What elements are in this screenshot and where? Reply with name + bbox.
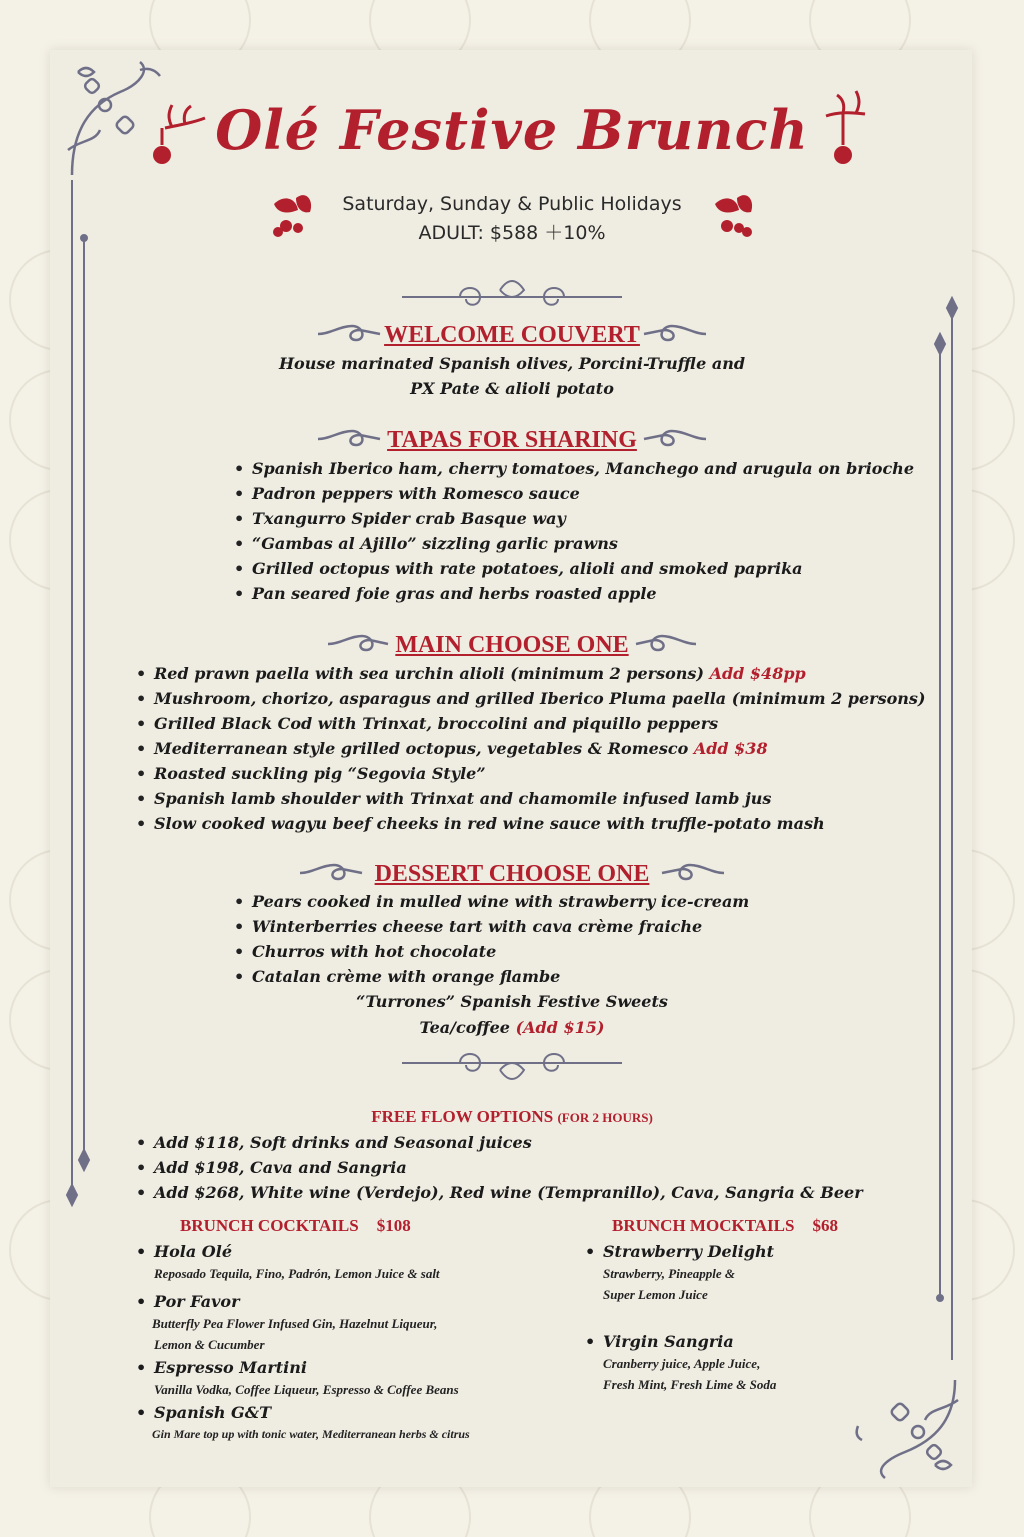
section-title-dessert: DESSERT CHOOSE ONE [374,861,650,887]
page-title: Olé Festive Brunch [215,98,809,162]
list-item: • Grilled octopus with rate potatoes, alioli and smoked paprika [234,556,914,581]
free-flow-title: FREE FLOW OPTIONS (FOR 2 HOURS) [371,1107,653,1126]
list-item: • Add $118, Soft drinks and Seasonal juices [136,1130,863,1155]
free-flow-list [136,1130,863,1205]
list-item: • Churros with hot chocolate [234,939,749,964]
list-item: • Add $268, White wine (Verdejo), Red wine (Tempranillo), Cava, Sangria & Beer [136,1180,863,1205]
list-item: • Red prawn paella with sea urchin alioli (minimum 2 persons) Add $48pp [136,661,925,686]
list-item: • Pan seared foie gras and herbs roasted apple [234,581,914,606]
list-item: • Spanish Iberico ham, cherry tomatoes, Manchego and arugula on brioche [234,456,914,481]
list-item: • Catalan crème with orange flambe [234,964,749,989]
mocktails-title: BRUNCH MOCKTAILS $68 [612,1216,838,1235]
addon-price: (Add $15) [515,1018,605,1037]
section-title-welcome: WELCOME COUVERT [384,322,640,348]
list-item: • Padron peppers with Romesco sauce [234,481,914,506]
list-item: • Txangurro Spider crab Basque way [234,506,914,531]
cocktail-item: • Por Favor Butterfly Pea Flower Infused Gin, Hazelnut Liqueur, Lemon & Cucumber [136,1291,437,1355]
list-item: • Spanish lamb shoulder with Trinxat and chamomile infused lamb jus [136,786,925,811]
main-list [136,661,925,836]
header-info [312,190,712,248]
tea-coffee-line: Tea/coffee (Add $15) [419,1018,605,1037]
list-item: • Grilled Black Cod with Trinxat, broccolini and piquillo peppers [136,711,925,736]
dessert-list [234,889,749,989]
cocktail-item: • Spanish G&T Gin Mare top up with tonic water, Mediterranean herbs & citrus [136,1402,470,1445]
cocktail-item: • Hola Olé Reposado Tequila, Fino, Padrón, Lemon Juice & salt [136,1241,440,1284]
list-item: • Winterberries cheese tart with cava crème fraiche [234,914,749,939]
addon-price: Add $48pp [709,664,806,683]
turrones-line: “Turrones” Spanish Festive Sweets [356,992,668,1011]
cocktails-title: BRUNCH COCKTAILS $108 [180,1216,411,1235]
list-item: • Mediterranean style grilled octopus, vegetables & Romesco Add $38 [136,736,925,761]
service-days: Saturday, Sunday & Public Holidays [342,193,682,215]
mocktail-item: • Virgin Sangria Cranberry juice, Apple Juice, Fresh Mint, Fresh Lime & Soda [585,1331,776,1395]
cocktail-item: • Espresso Martini Vanilla Vodka, Coffee Liqueur, Espresso & Coffee Beans [136,1357,459,1400]
list-item: • Mushroom, chorizo, asparagus and grilled Iberico Pluma paella (minimum 2 persons) [136,686,925,711]
welcome-line-1: House marinated Spanish olives, Porcini-Truffle and [278,354,746,373]
list-item: • Roasted suckling pig “Segovia Style” [136,761,925,786]
tapas-list [234,456,914,606]
welcome-line-2: PX Pate & alioli potato [410,379,614,398]
list-item: • Slow cooked wagyu beef cheeks in red wine sauce with truffle-potato mash [136,811,925,836]
mocktail-item: • Strawberry Delight Strawberry, Pineapple & Super Lemon Juice [585,1241,774,1305]
list-item: • Add $198, Cava and Sangria [136,1155,863,1180]
list-item: • “Gambas al Ajillo” sizzling garlic prawns [234,531,914,556]
section-title-main: MAIN CHOOSE ONE [395,632,629,658]
list-item: • Pears cooked in mulled wine with strawberry ice-cream [234,889,749,914]
section-title-tapas: TAPAS FOR SHARING [387,427,637,453]
adult-price: ADULT: $588 ＋10% [418,222,606,244]
addon-price: Add $38 [693,739,768,758]
